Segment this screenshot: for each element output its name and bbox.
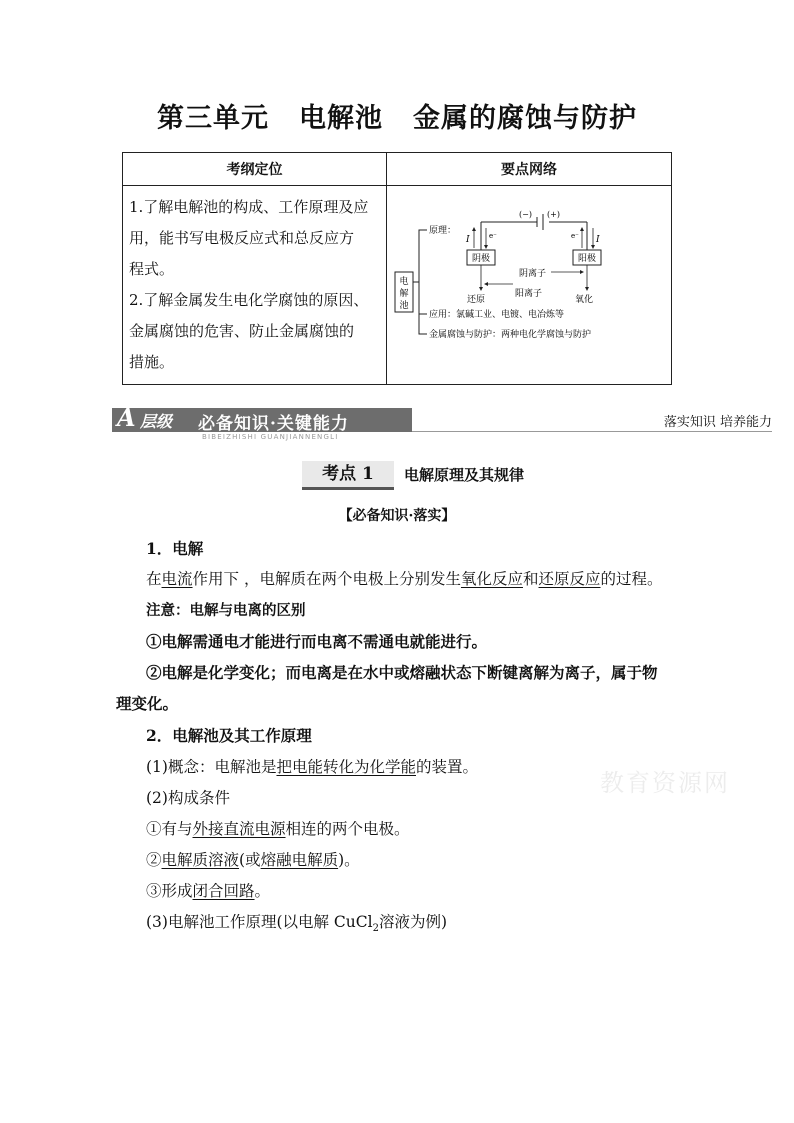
page-title	[0, 96, 794, 135]
electrolysis-concept-diagram	[387, 186, 677, 372]
cathode-label: 阴极	[471, 254, 491, 264]
watermark: 教育资源网	[600, 769, 730, 797]
syllabus-cell	[123, 186, 387, 385]
text: ①有与	[146, 820, 193, 838]
underlined-term: 还原反应	[538, 570, 601, 588]
working-principle	[146, 910, 447, 934]
kaodian-badge: 考点 1	[302, 461, 394, 490]
corrosion-label: 金属腐蚀与防护：两种电化学腐蚀与防护	[429, 330, 592, 340]
banner-level: 层级	[140, 412, 173, 431]
note-heading: 注意：电解与电离的区别	[146, 602, 306, 619]
header-syllabus: 考纲定位	[123, 153, 387, 186]
underlined-term: 外接直流电源	[192, 820, 286, 838]
syllabus-line: 用，能书写电极反应式和总反应方	[129, 229, 355, 247]
condition-2	[146, 848, 360, 870]
text: 的过程。	[600, 570, 663, 588]
note-item-2-cont: 理变化。	[116, 694, 179, 713]
syllabus-line: 2.了解金属发生电化学腐蚀的原因、	[129, 291, 369, 309]
title-part-1: 第三单元	[157, 103, 269, 134]
underlined-term: 电解质溶液	[161, 851, 240, 869]
text: ②	[146, 851, 162, 869]
definition-paragraph	[146, 567, 663, 589]
outline-table	[122, 152, 672, 385]
underlined-term: 把电能转化为化学能	[276, 758, 416, 776]
syllabus-line: 1.了解电解池的构成、工作原理及应	[129, 198, 369, 216]
center-char: 解	[399, 289, 409, 299]
underlined-term: 电流	[161, 570, 193, 588]
underlined-term: 熔融电解质	[260, 851, 339, 869]
text: 在	[146, 570, 162, 588]
neg-label: (−)	[519, 210, 532, 219]
underlined-term: 闭合回路	[192, 882, 255, 900]
text: 和	[522, 570, 539, 588]
level-banner	[112, 404, 772, 440]
application-label: 应用：氯碱工业、电镀、电冶炼等	[429, 310, 565, 320]
header-network: 要点网络	[387, 153, 672, 186]
current-left: I	[466, 235, 470, 245]
subscript: 2	[372, 923, 379, 935]
text: (3)电解池工作原理(以电解 CuCl	[146, 913, 373, 931]
banner-right: 落实知识 培养能力	[663, 415, 772, 430]
heading-cell: 2．电解池及其工作原理	[146, 726, 312, 745]
concept-paragraph	[146, 755, 478, 777]
text: 的装置。	[415, 758, 478, 776]
underlined-term: 氧化反应	[460, 570, 523, 588]
anion-label: 阴离子	[519, 269, 547, 279]
section-subhead: 【必备知识·落实】	[338, 508, 456, 524]
banner-main: 必备知识·关键能力	[198, 414, 349, 434]
center-char: 电	[399, 277, 409, 287]
oxidation-label: 氧化	[575, 295, 594, 305]
text: (1)概念：电解池是	[146, 758, 277, 776]
anode-label: 阳极	[577, 254, 597, 264]
syllabus-line: 措施。	[129, 353, 175, 371]
network-cell	[387, 186, 672, 385]
center-char: 池	[399, 301, 409, 311]
syllabus-line: 程式。	[129, 260, 175, 278]
note-item-1: ①电解需通电才能进行而电离不需通电就能进行。	[146, 632, 488, 651]
text: 。	[254, 882, 271, 900]
text: 溶液为例)	[378, 913, 448, 931]
syllabus-line: 金属腐蚀的危害、防止金属腐蚀的	[129, 322, 355, 340]
banner-pinyin: BIBEIZHISHI GUANJIANNENGLI	[202, 433, 339, 441]
principle-label: 原理：	[429, 226, 457, 236]
reduction-label: 还原	[467, 295, 486, 305]
text: 相连的两个电极。	[285, 820, 410, 838]
text: (或	[239, 851, 261, 869]
current-right: I	[596, 235, 600, 245]
condition-3	[146, 879, 270, 901]
note-item-2: ②电解是化学变化；而电离是在水中或熔融状态下断键离解为离子，属于物	[146, 663, 658, 682]
electron-left: e⁻	[489, 232, 497, 240]
kaodian-title: 电解原理及其规律	[404, 466, 525, 484]
text: 作用下 ，电解质在两个电极上分别发生	[192, 570, 461, 588]
text: )。	[338, 851, 360, 869]
text: ③形成	[146, 882, 193, 900]
bracket	[419, 230, 427, 334]
electron-right: e⁻	[571, 232, 579, 240]
condition-heading: (2)构成条件	[146, 789, 230, 807]
banner-a-letter: A	[117, 403, 136, 432]
condition-1	[146, 817, 410, 839]
cation-label: 阳离子	[515, 289, 543, 299]
pos-label: (+)	[547, 210, 560, 219]
banner-rule	[412, 431, 772, 432]
title-part-2: 电解池	[299, 103, 383, 134]
heading-electrolysis: 1．电解	[146, 539, 204, 558]
title-part-3: 金属的腐蚀与防护	[413, 103, 637, 134]
